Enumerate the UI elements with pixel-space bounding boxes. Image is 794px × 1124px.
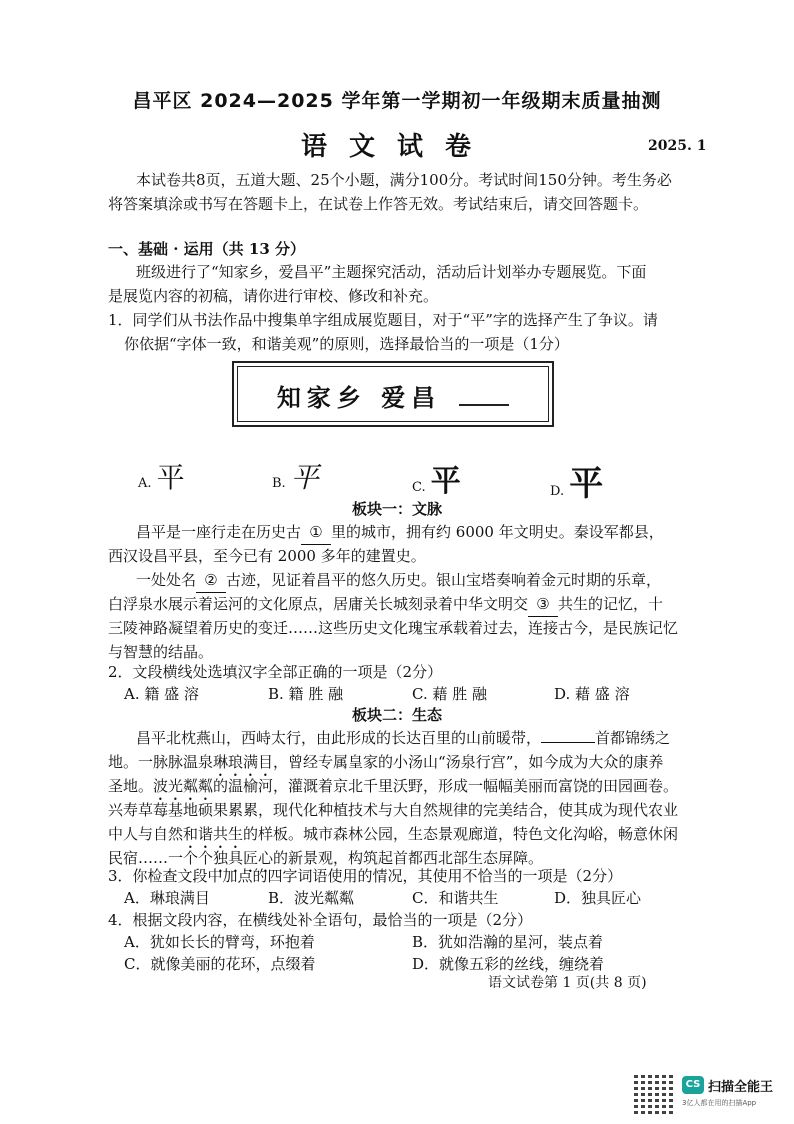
q2-option-b[interactable]: B. 籍 胜 融 xyxy=(268,685,344,703)
q3-option-a[interactable]: A．琳琅满目 xyxy=(124,889,210,907)
scanner-app-name: 扫描全能王 xyxy=(708,1080,774,1095)
dotted-word-1: 琳琅满目 xyxy=(213,753,274,771)
q4-option-c[interactable]: C．就像美丽的花环，点缀着 xyxy=(124,955,316,973)
block-1-p2-text-d: 共生的记忆，十 xyxy=(558,595,664,613)
block-2-l1-text-b: 首都锦绣之 xyxy=(595,729,671,747)
q3-option-b[interactable]: B．波光粼粼 xyxy=(268,889,355,907)
block-1-p2-line-1 xyxy=(136,568,661,593)
block-1-p2-line-4: 与智慧的结晶。 xyxy=(108,643,214,661)
blank-4 xyxy=(541,742,595,743)
question-4: 4．根据文段内容，在横线处补全语句，最恰当的一项是（2分） xyxy=(108,911,533,929)
frame-blank xyxy=(459,394,509,406)
block-1-p1-text-a: 昌平是一座行走在历史古 xyxy=(136,523,302,541)
block-1-p2-text-a: 一处处名 xyxy=(136,571,197,589)
exam-date: 2025. 1 xyxy=(648,138,707,154)
q3-option-d[interactable]: D．独具匠心 xyxy=(554,889,642,907)
exam-title: 昌平区 2024—2025 学年第一学期初一年级期末质量抽测 xyxy=(132,90,662,112)
q4-option-b[interactable]: B．犹如浩瀚的星河，装点着 xyxy=(412,933,604,951)
scanner-app-tagline: 3亿人都在用的扫描App xyxy=(682,1099,757,1107)
block-2-l6-text-b: 的新景观，构筑起首都西北部生态屏障。 xyxy=(273,849,544,867)
blank-2: ② xyxy=(196,568,226,593)
q2-option-d[interactable]: D. 藉 盛 溶 xyxy=(554,685,630,703)
dotted-word-2: 波光粼粼 xyxy=(153,777,214,795)
q2-option-a[interactable]: A. 籍 盛 溶 xyxy=(124,685,199,703)
block-1-p2-text-b: 古迹，见证着昌平的悠久历史。银山宝塔奏响着金元时期的乐章， xyxy=(226,571,662,589)
page-footer: 语文试卷第 1 页(共 8 页) xyxy=(488,975,647,991)
dotted-word-3: 和谐共生 xyxy=(183,825,244,843)
question-1-line-2: 你依据“字体一致，和谐美观”的原则，选择最恰当的一项是（1分） xyxy=(124,335,569,353)
frame-title xyxy=(234,378,552,413)
block-1-p1-text-b: 里的城市，拥有约 6000 年文明史。秦设军都县， xyxy=(331,523,664,541)
q3-option-c[interactable]: C．和谐共生 xyxy=(412,889,499,907)
section-1-intro-2: 是展览内容的初稿，请你进行审校、修改和补充。 xyxy=(108,287,439,305)
option-c-glyph: 平 xyxy=(430,464,461,499)
instructions-line-2: 将答案填涂或书写在答题卡上，在试卷上作答无效。考试结束后，请交回答题卡。 xyxy=(108,195,649,213)
block-2-line-4: 兴寿草莓基地硕果累累，现代化种植技术与大自然规律的完美结合，使其成为现代农业 xyxy=(108,801,679,819)
block-1-heading: 板块一：文脉 xyxy=(351,500,442,518)
option-b-label: B. xyxy=(272,476,286,491)
question-3: 3．你检查文段中加点的四字词语使用的情况，其使用不恰当的一项是（2分） xyxy=(108,867,623,885)
option-c[interactable] xyxy=(412,456,461,500)
block-2-l5-text-b: 的样板。城市森林公园，生态景观廊道，特色文化沟峪，畅意休闲 xyxy=(243,825,679,843)
block-2-l3-text-b: 的温榆河，灌溉着京北千里沃野，形成一幅幅美丽而富饶的田园画卷。 xyxy=(213,777,679,795)
q2-option-c[interactable]: C. 藉 胜 融 xyxy=(412,685,488,703)
block-1-p2-text-c: 白浮泉水展示着运河的文化原点，居庸关长城刻录着中华文明交 xyxy=(108,595,529,613)
q4-option-d[interactable]: D．就像五彩的丝线，缠绕着 xyxy=(412,955,605,973)
question-1-line-1: 1．同学们从书法作品中搜集单字组成展览题目，对于“平”字的选择产生了争议。请 xyxy=(108,311,658,329)
block-1-p1-line-2: 西汉设昌平县，至今已有 2000 多年的建置史。 xyxy=(108,547,426,565)
option-a-label: A. xyxy=(138,476,152,491)
block-2-l2-text-b: ，曾经专属皇家的小汤山“汤泉行宫”，如今成为大众的康养 xyxy=(273,753,664,771)
block-1-p2-line-2 xyxy=(108,592,663,617)
subject-title: 语文试卷 xyxy=(300,132,493,162)
block-2-l6-text-a: 民宿……一个个 xyxy=(108,849,214,867)
option-a[interactable] xyxy=(138,456,185,496)
blank-3: ③ xyxy=(528,592,558,617)
block-2-line-1 xyxy=(136,726,670,750)
title-frame xyxy=(232,361,554,427)
block-2-heading: 板块二：生态 xyxy=(351,706,442,724)
block-1-p1-line-1 xyxy=(136,520,664,545)
block-2-l2-text-a: 地。一脉脉温泉 xyxy=(108,753,214,771)
qr-code-icon xyxy=(634,1074,674,1114)
q4-option-a[interactable]: A．犹如长长的臂弯，环抱着 xyxy=(124,933,315,951)
question-2: 2．文段横线处选填汉字全部正确的一项是（2分） xyxy=(108,663,443,681)
dotted-word-4: 独具匠心 xyxy=(213,849,274,867)
option-a-glyph: 平 xyxy=(156,461,185,494)
blank-1: ① xyxy=(301,520,331,545)
option-b-glyph: 平 xyxy=(290,461,319,494)
block-2-l5-text-a: 中人与自然 xyxy=(108,825,184,843)
block-1-p2-line-3: 三陵神路凝望着历史的变迁……这些历史文化瑰宝承载着过去，连接古今，是民族记忆 xyxy=(108,619,679,637)
block-2-l1-text-a: 昌平北枕燕山，西峙太行，由此形成的长达百里的山前暖带， xyxy=(136,729,542,747)
section-1-intro-1: 班级进行了“知家乡，爱昌平”主题探究活动，活动后计划举办专题展览。下面 xyxy=(136,263,647,281)
frame-text: 知家乡 爱昌 xyxy=(276,383,442,412)
instructions-line-1: 本试卷共8页，五道大题、25个小题，满分100分。考试时间150分钟。考生务必 xyxy=(136,171,672,189)
camscanner-logo-icon: CS xyxy=(682,1076,704,1094)
block-2-l3-text-a: 圣地。 xyxy=(108,777,154,795)
section-1-heading: 一、基础 · 运用（共 13 分） xyxy=(108,240,305,258)
option-c-label: C. xyxy=(412,480,426,495)
option-b[interactable] xyxy=(272,456,319,496)
option-d-label: D. xyxy=(550,484,565,499)
option-d-glyph: 平 xyxy=(569,464,606,504)
